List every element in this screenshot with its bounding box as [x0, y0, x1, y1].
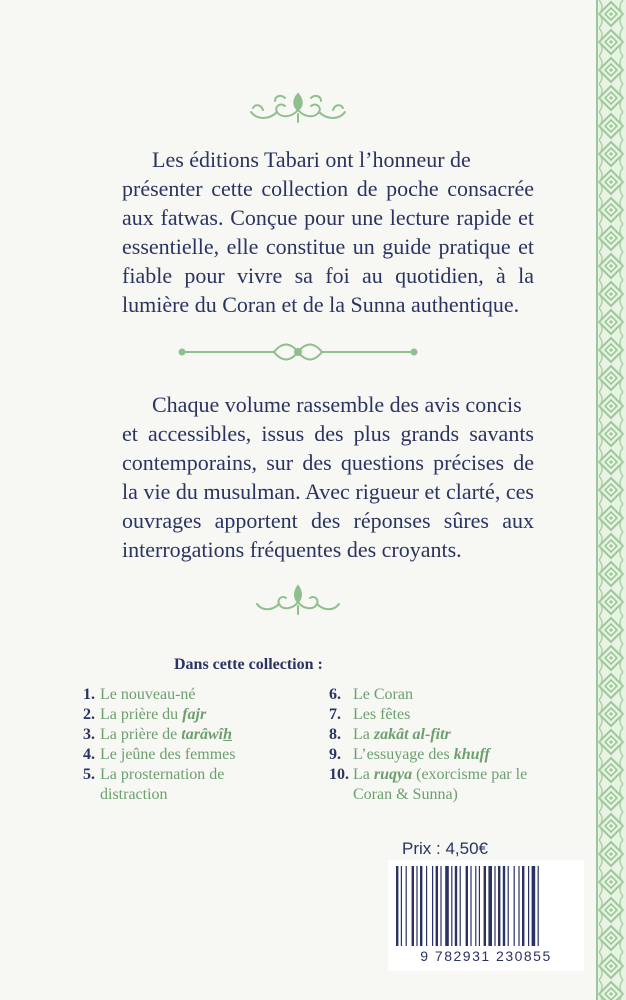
isbn-number: 9 782931 230855 — [420, 948, 552, 964]
list-item-title: Le jeûne des femmes — [100, 746, 236, 763]
knot-line-divider-icon — [178, 340, 418, 364]
list-item — [329, 765, 544, 805]
barcode-bar — [451, 866, 452, 946]
barcode-bar — [436, 866, 438, 946]
barcode-bar — [416, 866, 417, 946]
barcode-icon — [388, 860, 584, 948]
list-item-number: 5. — [83, 766, 95, 783]
barcode-bar — [426, 866, 427, 946]
barcode-bar — [514, 866, 515, 946]
list-item-number: 10. — [329, 766, 349, 783]
list-item-title: L’essuyage des — [353, 746, 454, 763]
list-item-term: zakât al-fitr — [373, 726, 451, 743]
floral-scroll-ornament-icon — [243, 90, 353, 126]
list-item — [329, 745, 544, 765]
barcode-bar — [445, 866, 449, 946]
barcode-bar — [479, 866, 480, 946]
bottom-ornament — [0, 584, 596, 616]
barcode-bar — [503, 866, 505, 946]
list-item-number: 8. — [329, 726, 341, 743]
barcode-bar — [412, 866, 414, 946]
list-item — [83, 765, 283, 805]
barcode-bar — [484, 866, 486, 946]
list-item — [329, 725, 544, 745]
list-item — [83, 705, 283, 725]
barcode-bar — [455, 866, 457, 946]
middle-divider — [0, 340, 596, 364]
list-item-title: Les fêtes — [353, 706, 411, 723]
barcode-bar — [401, 866, 402, 946]
barcode-bar — [420, 866, 422, 946]
list-item-term-suffix: h — [223, 726, 232, 743]
list-item — [329, 685, 544, 705]
list-item-number: 4. — [83, 746, 95, 763]
price-label: Prix : 4,50€ — [402, 839, 488, 858]
intro-paragraph — [122, 145, 534, 319]
list-item-title: La prosternation de distraction — [100, 766, 225, 803]
top-ornament — [0, 90, 596, 126]
barcode-bar — [494, 866, 495, 946]
barcode-bar — [460, 866, 461, 946]
list-item — [83, 725, 283, 745]
barcode-bar — [440, 866, 441, 946]
list-item-number: 3. — [83, 726, 95, 743]
list-item-number: 6. — [329, 686, 341, 703]
description-paragraph — [122, 390, 534, 564]
barcode-bar — [518, 866, 519, 946]
list-item — [83, 745, 283, 765]
list-item-title: La prière du — [100, 706, 183, 723]
collection-list-left — [83, 685, 283, 805]
intro-rest: présenter cette collection de poche consacrée aux fatwas. Conçue pour une lecture rapide et essentielle, elle constitue un guide pratique et fiable pour vivre sa foi au quotidien, à la lumière du Coran et de la Sunna authentique. — [122, 176, 534, 317]
collection-title: Dans cette collection : — [174, 656, 323, 673]
barcode-bar — [470, 866, 471, 946]
intro-first-line: Les éditions Tabari ont l’honneur de — [152, 147, 471, 172]
barcode-bar — [488, 866, 492, 946]
barcode-bar — [522, 866, 524, 946]
description-first-line: Chaque volume rassemble des avis concis — [152, 392, 522, 417]
barcode-bar — [466, 866, 468, 946]
barcode-bar — [406, 866, 407, 946]
celtic-knot-border — [596, 0, 626, 1000]
barcode-bar — [396, 866, 398, 946]
barcode-bar — [528, 866, 529, 946]
list-item — [83, 685, 283, 705]
knot-border-icon — [596, 0, 626, 1000]
barcode-bar — [508, 866, 509, 946]
barcode — [388, 860, 584, 971]
list-item-term: khuff — [453, 746, 490, 763]
barcode-bar — [532, 866, 536, 946]
list-item-title: La prière de — [100, 726, 182, 743]
list-item-number: 7. — [329, 706, 341, 723]
floral-scroll-ornament-icon — [252, 584, 344, 616]
barcode-bar — [498, 866, 500, 946]
list-item-title: Le nouveau-né — [100, 686, 196, 703]
list-item-number: 1. — [83, 686, 95, 703]
list-item-term: ruqya — [373, 766, 413, 783]
barcode-bar — [475, 866, 476, 946]
description-rest: et accessibles, issus des plus grands savants contemporains, sur des questions précises de la vie du musulman. Avec rigueur et clarté, ces ouvrages apportent des réponses sûres aux interrogations fréquentes des croyants. — [122, 421, 534, 562]
collection-list-right — [329, 685, 544, 805]
list-item-number: 2. — [83, 706, 95, 723]
list-item-subtitle: (exorcisme par le Coran & Sunna) — [353, 766, 528, 803]
list-item-number: 9. — [329, 746, 341, 763]
list-item-title: La — [353, 766, 374, 783]
list-item-title: Le Coran — [353, 686, 413, 703]
list-item — [329, 705, 544, 725]
list-item-term: fajr — [182, 706, 207, 723]
list-item-title: La — [353, 726, 374, 743]
barcode-bar — [538, 866, 539, 946]
list-item-term: tarâwî — [181, 726, 224, 743]
barcode-bar — [432, 866, 433, 946]
